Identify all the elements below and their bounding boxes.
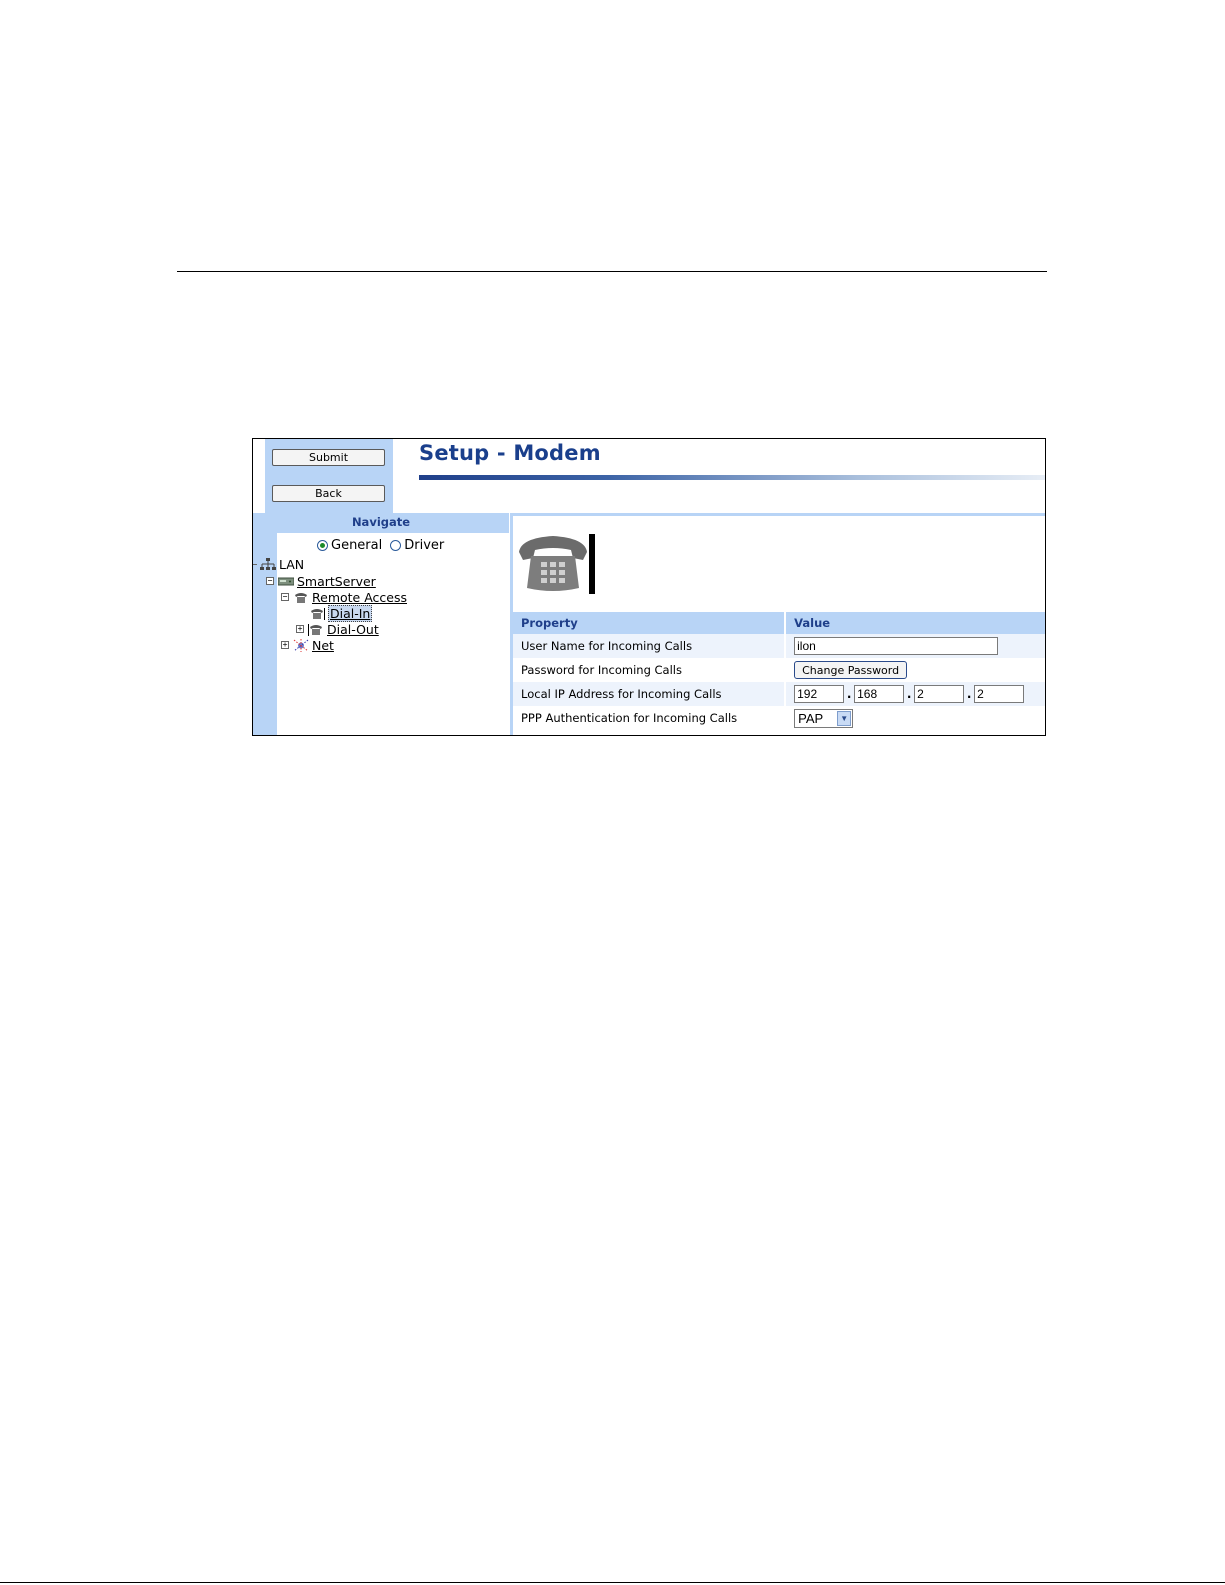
tree-lan-label: LAN — [279, 556, 305, 572]
title-underline — [419, 475, 1046, 480]
user-name-input[interactable] — [794, 637, 998, 655]
ip-octet-2-input[interactable] — [854, 685, 904, 703]
server-icon — [278, 575, 294, 588]
tree-lan-expander[interactable] — [253, 564, 257, 565]
phone-icon — [309, 607, 325, 620]
table-row — [513, 682, 1046, 706]
ip-separator: . — [906, 687, 912, 701]
ip-octet-3-input[interactable] — [914, 685, 964, 703]
tree-item-remote-access[interactable] — [281, 589, 407, 605]
page-bottom-rule — [0, 1582, 1225, 1583]
chevron-down-icon[interactable]: ▼ — [837, 711, 851, 726]
phone-icon — [308, 623, 324, 636]
table-row — [513, 634, 1046, 658]
row-label-user-name: User Name for Incoming Calls — [513, 634, 785, 658]
properties-table — [513, 612, 1046, 730]
radio-driver[interactable] — [390, 540, 401, 551]
view-mode-radios — [317, 538, 452, 553]
ip-octet-4-input[interactable] — [974, 685, 1024, 703]
page-top-rule — [177, 271, 1047, 272]
ppp-auth-select[interactable] — [794, 709, 853, 728]
tree-item-smartserver[interactable] — [266, 573, 376, 589]
ip-octet-1-input[interactable] — [794, 685, 844, 703]
table-row — [513, 706, 1046, 730]
tree-item-net[interactable] — [281, 637, 334, 653]
tree-item-dial-out[interactable] — [296, 621, 379, 637]
row-label-local-ip: Local IP Address for Incoming Calls — [513, 682, 785, 706]
phone-icon — [293, 591, 309, 604]
table-header-row — [513, 612, 1046, 634]
table-row — [513, 658, 1046, 682]
modem-setup-window — [252, 438, 1046, 736]
tree-net-label: Net — [312, 637, 334, 653]
navigate-panel — [253, 513, 509, 736]
tree-remote-access-expander[interactable]: − — [282, 592, 288, 601]
row-label-password: Password for Incoming Calls — [513, 658, 785, 682]
header-value: Value — [785, 612, 1046, 634]
tree-dial-in-label: Dial-In — [330, 605, 371, 621]
ppp-auth-selected: PAP — [798, 710, 824, 726]
tree-item-lan[interactable] — [253, 556, 304, 572]
tree-item-dial-in[interactable] — [309, 605, 372, 621]
navigate-strip — [253, 513, 277, 736]
tree-smartserver-expander[interactable]: − — [267, 576, 273, 585]
ip-separator: . — [846, 687, 852, 701]
change-password-button[interactable]: Change Password — [794, 661, 907, 679]
tree-dial-out-expander[interactable]: + — [297, 624, 303, 633]
tree-remote-access-label: Remote Access — [312, 589, 407, 605]
radio-general[interactable] — [317, 540, 328, 551]
tree-net-expander[interactable]: + — [282, 640, 288, 649]
network-icon — [260, 558, 276, 571]
radio-general-label[interactable]: General — [331, 538, 383, 553]
properties-panel — [510, 513, 1046, 736]
radio-driver-label[interactable]: Driver — [404, 538, 445, 553]
back-button[interactable]: Back — [272, 485, 385, 502]
text-cursor-bar — [589, 534, 595, 594]
tree-dial-out-label: Dial-Out — [327, 621, 379, 637]
tree-smartserver-label: SmartServer — [297, 573, 376, 589]
ip-separator: . — [966, 687, 972, 701]
submit-button[interactable]: Submit — [272, 449, 385, 466]
header-property: Property — [513, 612, 785, 634]
phone-icon — [517, 530, 589, 594]
row-label-ppp-auth: PPP Authentication for Incoming Calls — [513, 706, 785, 730]
toolbar-panel — [265, 439, 393, 513]
globe-icon — [293, 639, 309, 652]
navigate-header: Navigate — [253, 513, 509, 533]
page-title: Setup - Modem — [419, 441, 601, 465]
